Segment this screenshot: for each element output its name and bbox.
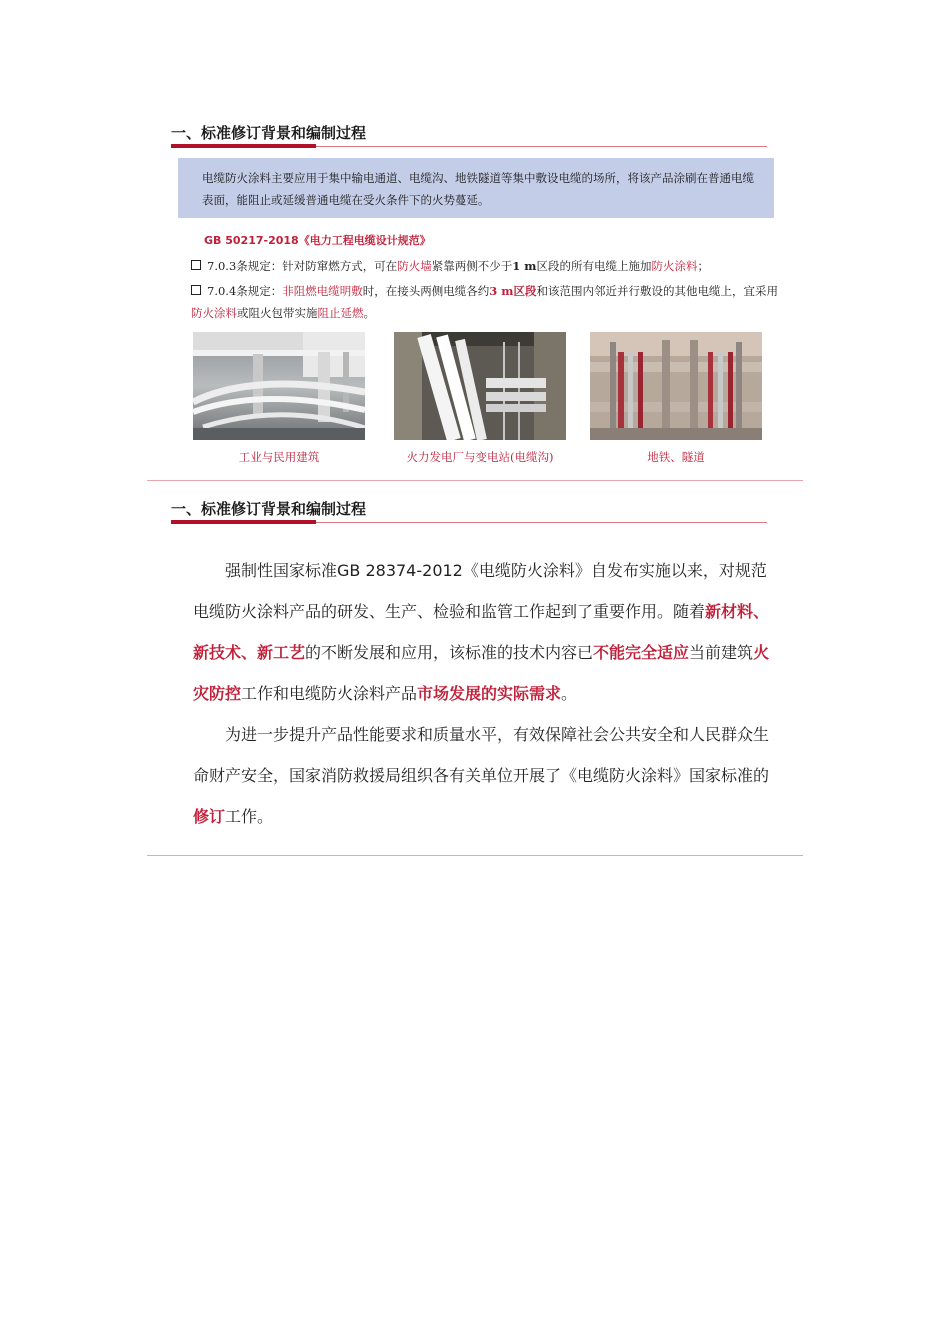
photo-industrial-building (193, 332, 365, 440)
section-title: 一、标准修订背景和编制过程 (171, 124, 367, 142)
caption-cable-trench: 火力发电厂与变电站(电缆沟) (406, 450, 554, 464)
highlight-text: 防火涂料 (191, 306, 237, 320)
highlight-text: 防火墙 (397, 259, 432, 273)
clause-7-0-4 (191, 280, 781, 324)
highlight-text: 修订 (193, 807, 226, 826)
caption-tunnel: 地铁、隧道 (647, 450, 705, 464)
highlight-text: 3 m区段 (489, 284, 537, 298)
highlight-text: 市场发展的实际需求 (417, 684, 562, 703)
photo-cable-trench (394, 332, 566, 440)
paragraph-1 (193, 550, 773, 714)
standard-title: GB 50217-2018《电力工程电缆设计规范》 (204, 234, 431, 247)
clause-text: 和该范围内邻近并行敷设的其他电缆上，宜采用 (536, 284, 778, 298)
highlight-text: 1 m (512, 259, 537, 273)
highlight-text: 火灾防控 (193, 643, 770, 703)
paragraph-2 (193, 714, 773, 837)
slide-background-info (147, 110, 803, 482)
clause-text: 紧靠两侧不少于 (431, 259, 513, 273)
intro-text: 电缆防火涂料主要应用于集中输电通道、电缆沟、地铁隧道等集中敷设电缆的场所，将该产品涂刷在普通电缆表面，能阻止或延缓普通电缆在受火条件下的火势蔓延。 (202, 171, 754, 207)
paragraph-text: 的不断发展和应用，该标准的技术内容已 (305, 643, 594, 662)
clause-text: 7.0.3条规定：针对防窜燃方式，可在 (207, 259, 398, 273)
intro-box (178, 158, 774, 218)
paragraph-text: 当前建筑 (689, 643, 754, 662)
highlight-text: 防火涂料 (651, 259, 698, 273)
highlight-text: 非阻燃电缆明敷 (282, 284, 363, 298)
slide-revision-reason (147, 486, 803, 858)
paragraph-text: 强制性国家标准GB 28374-2012《电缆防火涂料》自发布实施以来，对规范电缆防火涂料产品的研发、生产、检验和监管工作起到了重要作用。随着 (193, 561, 767, 621)
header-divider (316, 146, 767, 147)
section-header (171, 122, 767, 150)
slide-divider (147, 855, 803, 856)
clause-text: 区段的所有电缆上施加 (536, 259, 652, 273)
paragraph-text: 为进一步提升产品性能要求和质量水平，有效保障社会公共安全和人民群众生命财产安全，国家消防救援局组织各有关单位开展了《电缆防火涂料》国家标准的 (193, 725, 770, 785)
clause-text: 或阻火包带实施 (237, 306, 318, 320)
highlight-text: 阻止延燃 (317, 306, 364, 320)
header-accent-bar (171, 144, 316, 148)
clause-text: 7.0.4条规定： (207, 284, 283, 298)
checkbox-icon (191, 285, 201, 295)
paragraph-text: 工作和电缆防火涂料产品 (241, 684, 418, 703)
clause-text: 时，在接头两侧电缆各约 (362, 284, 490, 298)
photo-tunnel (590, 332, 762, 440)
paragraph-text: 工作。 (225, 807, 274, 826)
section-header (171, 498, 767, 526)
clause-text: ； (697, 259, 709, 273)
header-divider (316, 522, 767, 523)
clause-text: 。 (363, 306, 375, 320)
checkbox-icon (191, 260, 201, 270)
header-accent-bar (171, 520, 316, 524)
caption-industrial-building: 工业与民用建筑 (238, 450, 320, 464)
slide-divider (147, 480, 803, 481)
paragraph-text: 。 (561, 684, 578, 703)
highlight-text: 新材料、新技术、新工艺 (193, 602, 770, 662)
clause-7-0-3 (191, 255, 781, 277)
section-title: 一、标准修订背景和编制过程 (171, 500, 367, 518)
highlight-text: 不能完全适应 (593, 643, 690, 662)
